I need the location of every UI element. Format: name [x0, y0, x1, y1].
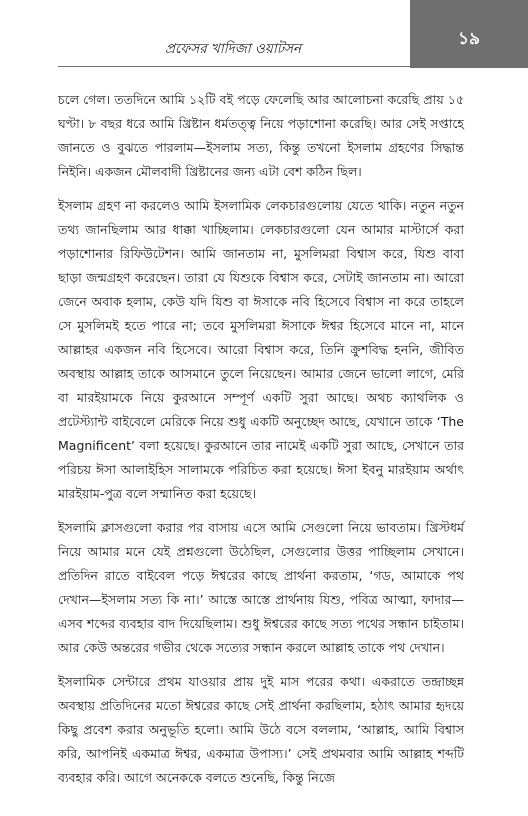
header-rule — [58, 66, 410, 67]
page-number: ১৯ — [457, 29, 481, 49]
page-number-tab — [410, 0, 528, 68]
body-text — [58, 88, 464, 800]
page-header — [58, 0, 528, 66]
paragraph: চলে গেল। ততদিনে আমি ১২টি বই পড়ে ফেলেছি আর আলোচনা করেছি প্রায় ১৫ ঘণ্টা। ৮ বছর ধরে আমি খ্রিষ্টান ধর্মতত্ত্ব নিয়ে পড়াশোনা করেছি। আর সেই সপ্তাহে জানতে ও বুঝতে পারলাম—ইসলাম সত্য, কিন্তু তখনো ইসলাম গ্রহণের সিদ্ধান্ত নিইনি। একজন মৌলবাদী খ্রিষ্টানের জন্য এটা বেশ কঠিন ছিল। — [58, 92, 464, 179]
paragraph: ইসলাম গ্রহণ না করলেও আমি ইসলামিক লেকচারগুলোয় যেতে থাকি। নতুন নতুন তথ্য জানছিলাম আর ধাক্কা খাচ্ছিলাম। লেকচারগুলো যেন আমার মাস্টার্সে করা পড়াশোনার রিফিউটেশন। আমি জানতাম না, মুসলিমরা বিশ্বাস করে, যিশু বাবা ছাড়া জন্মগ্রহণ করেছেন। তারা যে যিশুকে বিশ্বাস করে, সেটাই জানতাম না। আরো জেনে অবাক হলাম, কেউ যদি যিশু বা ঈসাকে নবি হিসেবে বিশ্বাস না করে তাহলে সে মুসলিমই হতে পারে না; তবে মুসলিমরা ঈসাকে ঈশ্বর হিসেবে মানে না, মানে আল্লাহর একজন নবি হিসেবে। আরো বিশ্বাস করে, তিনি ক্রুশবিদ্ধ হননি, জীবিত অবস্থায় আল্লাহ তাকে আসমানে তুলে নিয়েছেন। আমার জেনে ভালো লাগে, মেরি বা মারইয়ামকে নিয়ে কুরআনে সম্পূর্ণ একটি সুরা আছে। অথচ ক্যাথলিক ও প্রটেস্ট্যান্ট বাইবেলে মেরিকে নিয়ে শুধু একটি অনুচ্ছেদ আছে, যেখানে তাকে ‘The Magnificent’ বলা হয়েছে। কুরআনে তার নামেই একটি সুরা আছে, সেখানে তার পরিচয় ঈসা আলাইহিস সালামকে পরিচিত করা হয়েছে। ঈসা ইবনু মারইয়াম অর্থাৎ মারইয়াম-পুত্র বলে সম্মানিত করা হয়েছে। — [58, 198, 464, 501]
running-title: প্রফেসর খাদিজা ওয়াটসন — [164, 41, 302, 57]
paragraph: ইসলামিক সেন্টারে প্রথম যাওয়ার প্রায় দুই মাস পরের কথা। একরাতে তন্দ্রাচ্ছন্ন অবস্থায় প্রতিদিনের মতো ঈশ্বরের কাছে সেই প্রার্থনা করছিলাম, হঠাৎ আমার হৃদয়ে কিছু প্রবেশ করার অনুভূতি হলো। আমি উঠে বসে বললাম, ‘আল্লাহ, আমি বিশ্বাস করি, আপনিই একমাত্র ঈশ্বর, একমাত্র উপাস্য।’ সেই প্রথমবার আমি আল্লাহ শব্দটি ব্যবহার করি। আগে অনেককে বলতে শুনেছি, কিন্তু নিজে — [58, 674, 464, 785]
paragraph: ইসলামি ক্লাসগুলো করার পর বাসায় এসে আমি সেগুলো নিয়ে ভাবতাম। খ্রিস্টধর্ম নিয়ে আমার মনে যেই প্রশ্নগুলো উঠেছিল, সেগুলোর উত্তর পাচ্ছিলাম সেখানে। প্রতিদিন রাতে বাইবেল পড়ে ঈশ্বরের কাছে প্রার্থনা করতাম, ‘গড, আমাকে পথ দেখান—ইসলাম সত্য কি না।’ আস্তে আস্তে প্রার্থনায় যিশু, পবিত্র আত্মা, ফাদার—এসব শব্দের ব্যবহার বাদ দিয়েছিলাম। শুধু ঈশ্বরের কাছে সত্য পথের সন্ধান চাইতাম। আর কেউ অন্তরের গভীর থেকে সত্যের সন্ধান করলে আল্লাহ তাকে পথ দেখান। — [58, 520, 464, 655]
